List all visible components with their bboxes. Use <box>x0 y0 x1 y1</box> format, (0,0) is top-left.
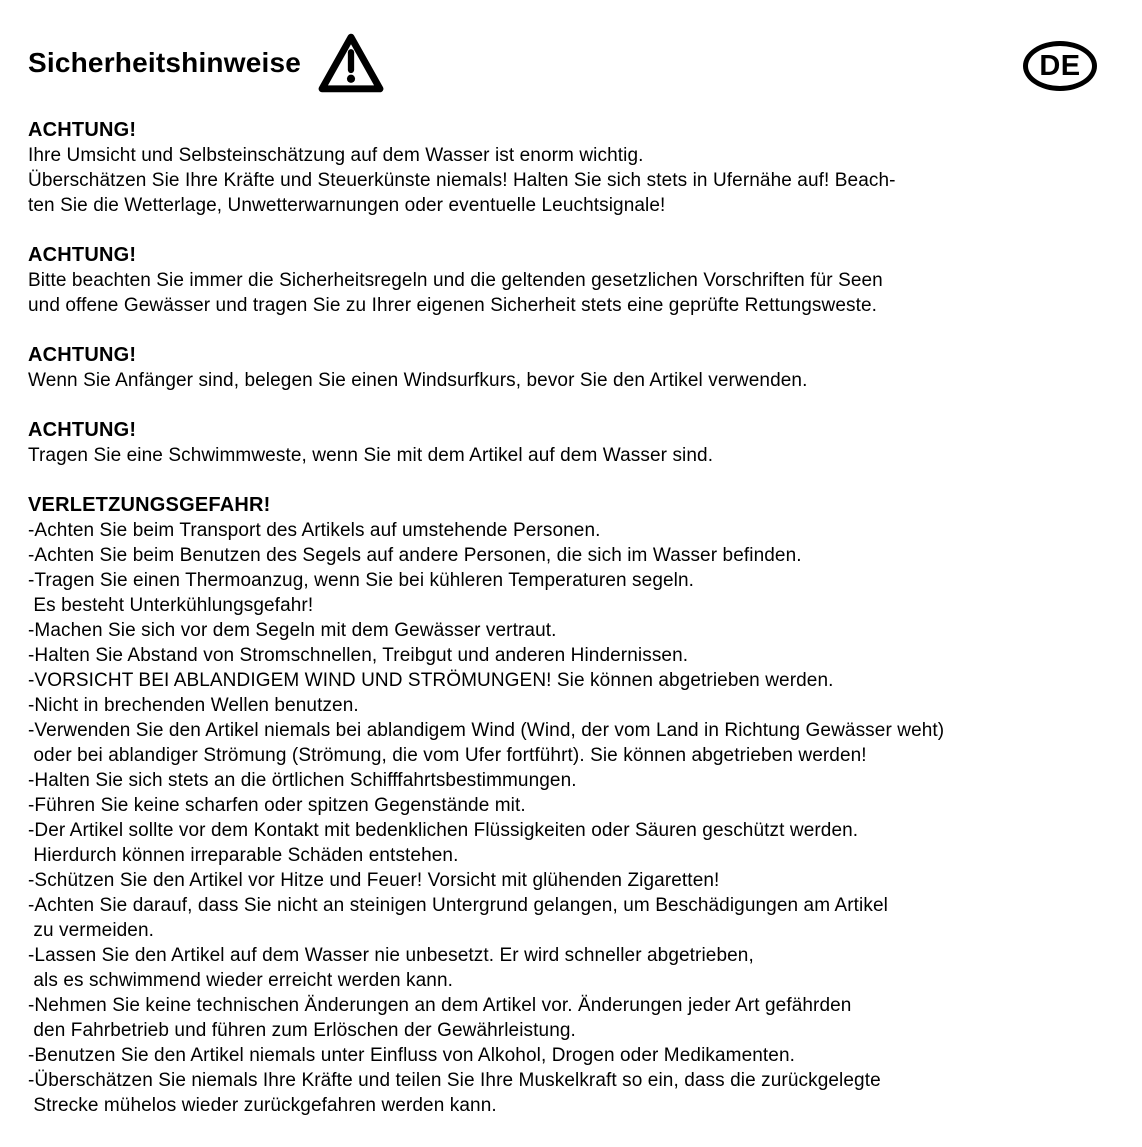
section-heading: ACHTUNG! <box>28 419 137 441</box>
language-badge-label: DE <box>1039 49 1081 82</box>
text-line: -Überschätzen Sie niemals Ihre Kräfte und teilen Sie Ihre Muskelkraft so ein, dass die zurückgelegte <box>28 1070 881 1091</box>
text-line: -VORSICHT BEI ABLANDIGEM WIND UND STRÖMUNGEN! Sie können abgetrieben werden. <box>28 670 834 691</box>
text-line: -Der Artikel sollte vor dem Kontakt mit bedenklichen Flüssigkeiten oder Säuren geschützt werden. <box>28 820 859 841</box>
section-2 <box>28 243 1142 318</box>
text-line: -Nicht in brechenden Wellen benutzen. <box>28 695 359 716</box>
text-line: Ihre Umsicht und Selbsteinschätzung auf dem Wasser ist enorm wichtig. <box>28 145 644 166</box>
page-title: Sicherheitshinweise <box>28 47 302 78</box>
section-heading: ACHTUNG! <box>28 244 137 266</box>
text-line: Wenn Sie Anfänger sind, belegen Sie einen Windsurfkurs, bevor Sie den Artikel verwenden. <box>28 370 808 391</box>
text-line: -Tragen Sie einen Thermoanzug, wenn Sie bei kühleren Temperaturen segeln. <box>28 570 695 591</box>
text-line: -Lassen Sie den Artikel auf dem Wasser nie unbesetzt. Er wird schneller abgetrieben, <box>28 945 754 966</box>
text-line: Überschätzen Sie Ihre Kräfte und Steuerkünste niemals! Halten Sie sich stets in Ufernähe auf! Beach- <box>28 170 896 191</box>
section-4 <box>28 418 1142 468</box>
text-line: -Halten Sie Abstand von Stromschnellen, Treibgut und anderen Hindernissen. <box>28 645 689 666</box>
text-line: -Machen Sie sich vor dem Segeln mit dem Gewässer vertraut. <box>28 620 557 641</box>
section-heading: ACHTUNG! <box>28 119 137 141</box>
section-1 <box>28 118 1142 218</box>
text-line: Es besteht Unterkühlungsgefahr! <box>28 595 314 616</box>
text-line: -Führen Sie keine scharfen oder spitzen Gegenstände mit. <box>28 795 526 816</box>
sections <box>28 118 1142 1118</box>
text-line: -Achten Sie darauf, dass Sie nicht an steinigen Untergrund gelangen, um Beschädigungen am Artikel <box>28 895 888 916</box>
text-line: -Halten Sie sich stets an die örtlichen Schifffahrtsbestimmungen. <box>28 770 577 791</box>
text-line: -Schützen Sie den Artikel vor Hitze und Feuer! Vorsicht mit glühenden Zigaretten! <box>28 870 720 891</box>
text-line: -Achten Sie beim Transport des Artikels auf umstehende Personen. <box>28 520 601 541</box>
text-line: als es schwimmend wieder erreicht werden kann. <box>28 970 453 991</box>
text-line: Hierdurch können irreparable Schäden entstehen. <box>28 845 459 866</box>
text-line: -Achten Sie beim Benutzen des Segels auf andere Personen, die sich im Wasser befinden. <box>28 545 802 566</box>
text-line: zu vermeiden. <box>28 920 155 941</box>
title-row <box>28 30 1142 96</box>
warning-triangle-icon <box>317 32 385 94</box>
text-line: Bitte beachten Sie immer die Sicherheitsregeln und die geltenden gesetzlichen Vorschriften für Seen <box>28 270 883 291</box>
text-line: -Benutzen Sie den Artikel niemals unter Einfluss von Alkohol, Drogen oder Medikamenten. <box>28 1045 796 1066</box>
text-line: ten Sie die Wetterlage, Unwetterwarnungen oder eventuelle Leuchtsignale! <box>28 195 666 216</box>
text-line: -Nehmen Sie keine technischen Änderungen an dem Artikel vor. Änderungen jeder Art gefährden <box>28 995 852 1016</box>
text-line: Tragen Sie eine Schwimmweste, wenn Sie mit dem Artikel auf dem Wasser sind. <box>28 445 714 466</box>
text-line: oder bei ablandiger Strömung (Strömung, die vom Ufer fortführt). Sie können abgetrieben werden! <box>28 745 867 766</box>
section-5 <box>28 493 1142 1118</box>
text-line: und offene Gewässer und tragen Sie zu Ihrer eigenen Sicherheit stets eine geprüfte Rettungsweste. <box>28 295 878 316</box>
text-line: Strecke mühelos wieder zurückgefahren werden kann. <box>28 1095 497 1116</box>
text-line: -Verwenden Sie den Artikel niemals bei ablandigem Wind (Wind, der vom Land in Richtung Gewässer weht) <box>28 720 945 741</box>
section-heading: VERLETZUNGSGEFAHR! <box>28 494 271 516</box>
section-heading: ACHTUNG! <box>28 344 137 366</box>
language-badge <box>1023 41 1097 91</box>
section-3 <box>28 343 1142 393</box>
text-line: den Fahrbetrieb und führen zum Erlöschen der Gewährleistung. <box>28 1020 576 1041</box>
